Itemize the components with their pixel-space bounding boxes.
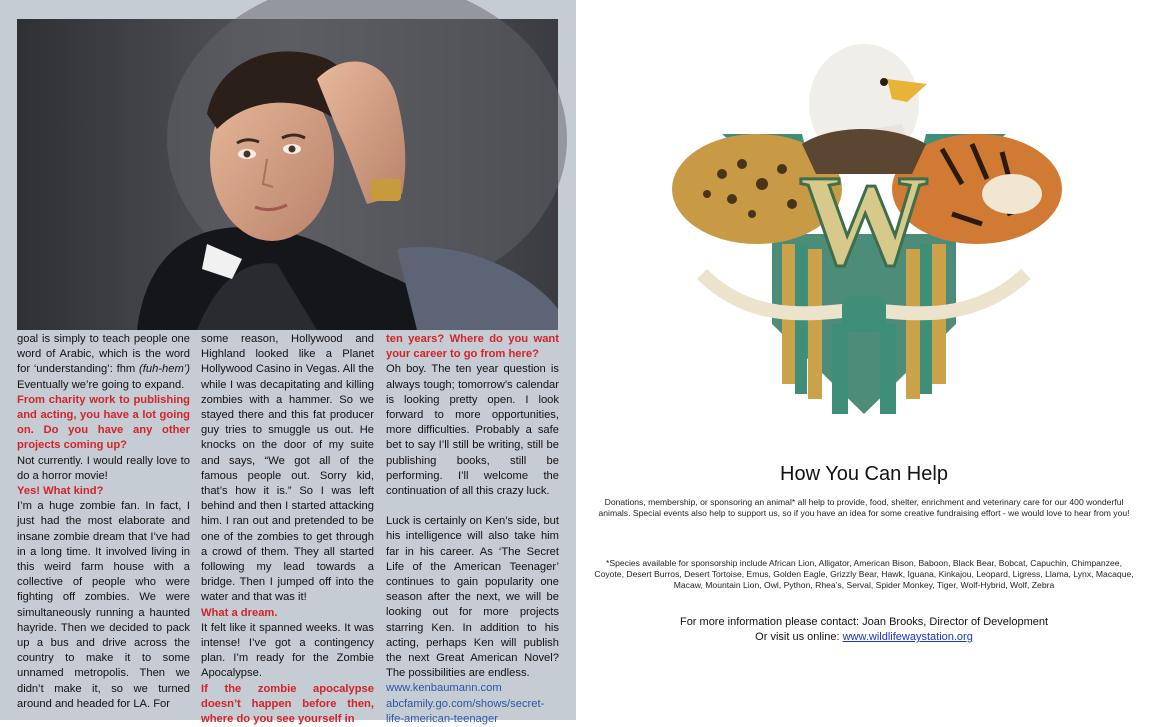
answer-text: some reason, Hollywood and Highland looked like a Planet Hollywood Casino in Vegas. All the while I was decapitating and killing zombies with a hammer. So we stayed there and this fat producer guy tries to smuggle us out. He knocks on the door of my suite and says, “We got all of the famous people out. Sorry kid, that’s how it is.” So I was left behind and then I started attacking him. I ran out and pretended to be one of the zombies to get through a crowd of them. They all started following my lead towards a bridge. Then I jumped off into the water and that was it! (201, 333, 374, 604)
answer-text: It felt like it spanned weeks. It was intense! I’ve got a contingency plan. I’m ready for the Zombie Apocalypse. (201, 621, 374, 680)
website-link[interactable]: www.wildlifewaystation.org (842, 631, 973, 643)
article-column-3 (386, 332, 559, 725)
answer-text: I’m a huge zombie fan. In fact, I just had the most elaborate and insane zombie dream that I’ve had in a long time. It involved living in this weird farm house with a collective of people who were fighting off zombies. We were simultaneously running a haunted hayride. Then we decided to pack up a bus and drive across the country to make it to some unnamed metropolis. Then we didn’t make it, so we turned around and headed for LA. For (17, 500, 190, 710)
online-label: Or visit us online: (755, 631, 840, 643)
question-text: What a dream. (201, 606, 278, 619)
contact-line: For more information please contact: Joan Brooks, Director of Development (679, 616, 1049, 628)
portrait-illustration (17, 19, 558, 330)
question-text: ten years? Where do you want your career to go from here? (386, 333, 559, 361)
answer-text: Not currently. I would really love to do a horror movie! (17, 454, 190, 482)
article-column-1 (17, 332, 190, 712)
help-title: How You Can Help (780, 463, 948, 485)
question-text: From charity work to publishing and acting, you have a lot going on. Do you have any other projects coming up? (17, 393, 190, 452)
species-list: *Species available for sponsorship include African Lion, Alligator, American Bison, Baboon, Black Bear, Bobcat, Capuchin, Chimpanzee, Coyote, Desert Burros, Desert Tortoise, Emus, Golden Eagle, Grizzly Bear, Hawk, Iguana, Kinkajou, Leopard, Ligress, Llama, Lynx, Macaque, Macaw, Mountain Lion, Owl, Python, Rhea’s, Serval, Spider Monkey, Tiger, Wolf-Hybrid, Wolf, Zebra (594, 558, 1134, 590)
help-description: Donations, membership, or sponsoring an animal* all help to provide, food, shelter, enrichment and veterinary care for our 400 wonderful animals. Special events also help to support us, so if you have an idea for some creative fundraising effort - we would love to hear from you! (598, 497, 1130, 518)
magazine-page-left (0, 0, 576, 726)
answer-text: Eventually we’re going to expand. (17, 378, 185, 391)
answer-text: Oh boy. The ten year question is always tough; tomorrow’s calendar is looking pretty open. I look forward to more opportunities, more difficulties. Probably a safe bet to say I’ll still be writing, still be publishing books, still be performing. I’ll welcome the continuation of all this crazy luck. (386, 363, 559, 498)
answer-text: Luck is certainly on Ken’s side, but his intelligence will also take him far in his career. As ‘The Secret Life of the American Teenager’ continues to gain popularity one season after the next, we will be looking out for more projects starring Ken. In addition to his acting, perhaps Ken will publish the next Great American Novel? The possibilities are endless. (386, 515, 559, 680)
show-link[interactable]: abcfamily.go.com/shows/secret-life-american-teenager (386, 697, 545, 725)
portrait-photo (17, 19, 558, 330)
answer-text: goal is simply to teach people one word of Arabic, which is the word for ‘understanding’: fhm (17, 333, 190, 376)
answer-italic: (fuh-hem’) (139, 363, 190, 376)
wildlife-waystation-emblem (662, 24, 1066, 426)
question-text: If the zombie apocalypse doesn’t happen before then, where do you see yourself in (201, 682, 374, 726)
contact-block (576, 615, 1152, 645)
question-text: Yes! What kind? (17, 485, 104, 498)
paragraph-gap (386, 499, 559, 514)
article-column-2 (201, 332, 374, 726)
emblem-letter: W (799, 149, 929, 293)
magazine-page-right (576, 0, 1152, 720)
website-link[interactable]: www.kenbaumann.com (386, 682, 502, 695)
